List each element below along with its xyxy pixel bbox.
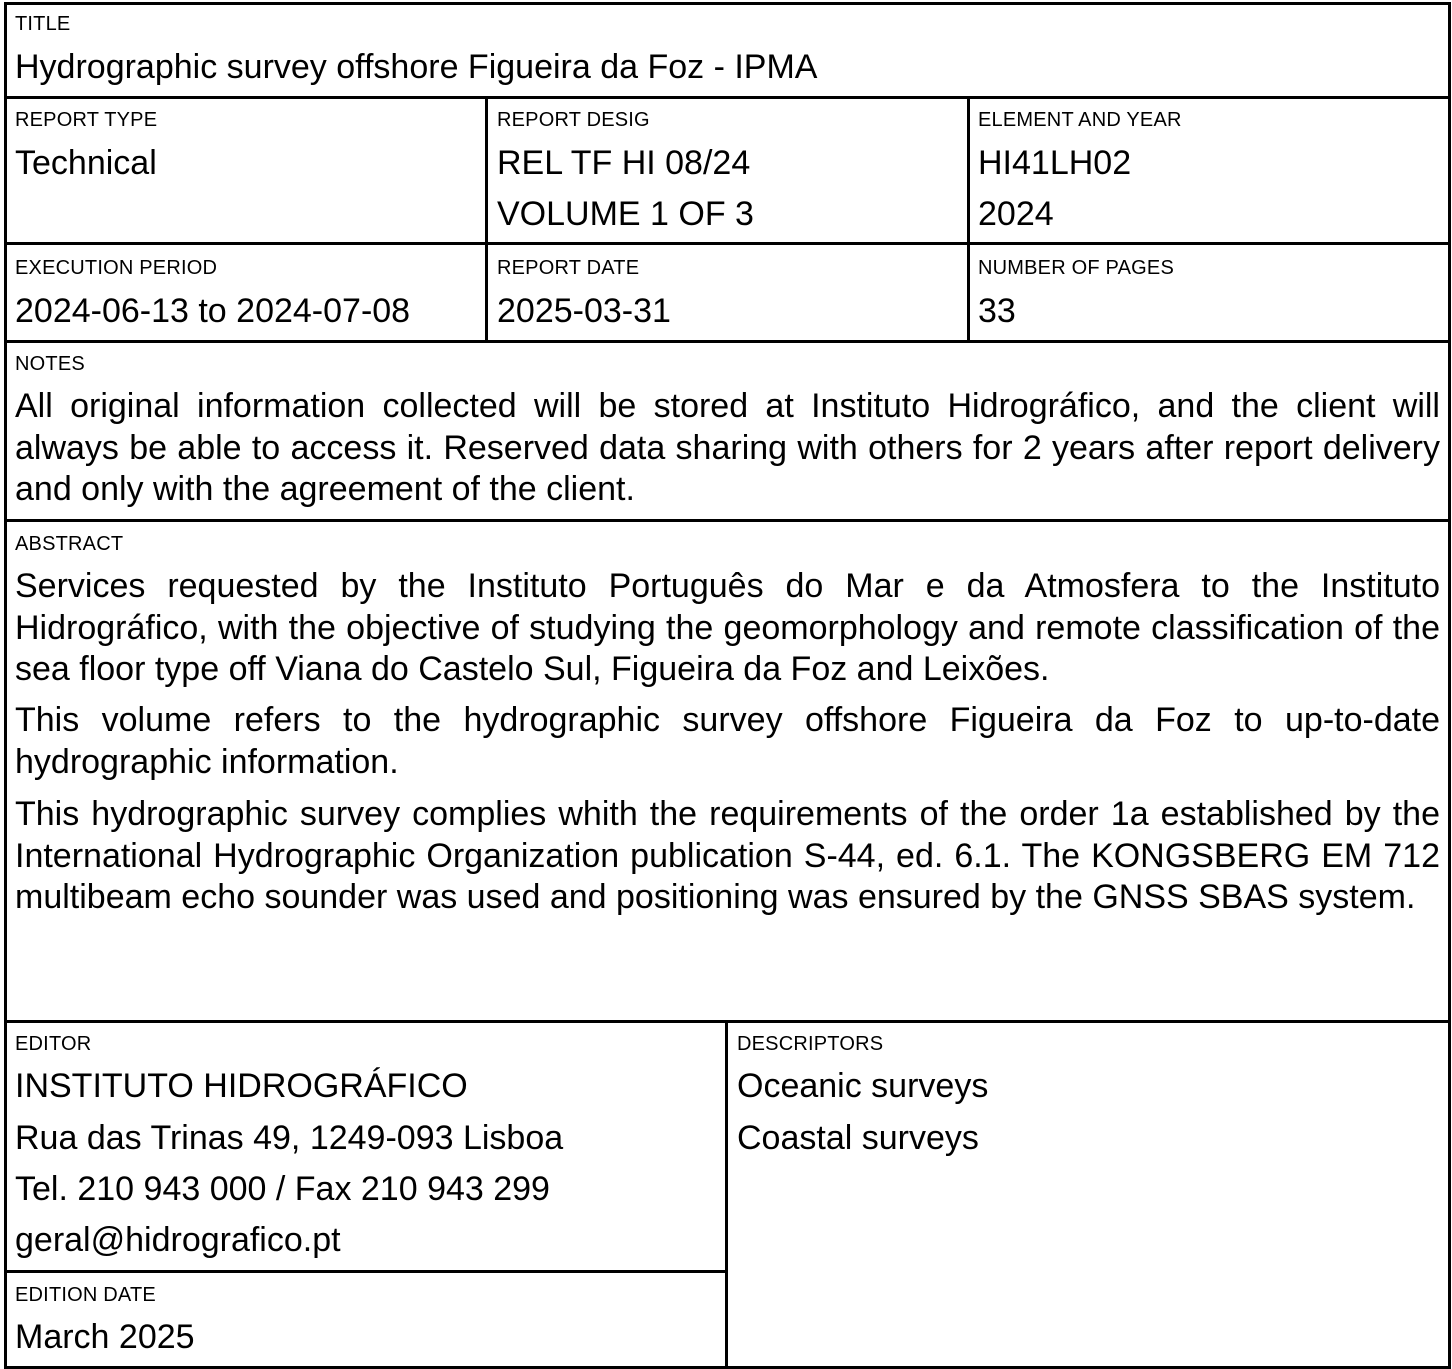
notes-label: NOTES <box>15 353 85 375</box>
report-date-value: 2025-03-31 <box>497 292 671 330</box>
border-right <box>1448 2 1451 1369</box>
abstract-label: ABSTRACT <box>15 533 124 555</box>
divider-row1 <box>4 242 1451 245</box>
element-year-line1: HI41LH02 <box>978 144 1132 182</box>
edition-date-label: EDITION DATE <box>15 1284 156 1306</box>
editor-label: EDITOR <box>15 1033 92 1055</box>
descriptor-item: Coastal surveys <box>737 1119 979 1157</box>
number-of-pages-value: 33 <box>978 292 1016 330</box>
report-type-value: Technical <box>15 144 157 182</box>
report-type-label: REPORT TYPE <box>15 109 158 131</box>
notes-text: All original information collected will be stored at Instituto Hidrográfico, and the client will always be able to access it. Reserved data sharing with others for 2 years after report delivery and only with the agreement of the client. <box>15 387 1440 508</box>
editor-address: Rua das Trinas 49, 1249-093 Lisboa <box>15 1119 564 1157</box>
editor-phone-fax: Tel. 210 943 000 / Fax 210 943 299 <box>15 1170 550 1208</box>
divider-bottom-col <box>725 1020 728 1369</box>
divider-editor <box>4 1270 728 1273</box>
descriptors-label: DESCRIPTORS <box>737 1033 884 1055</box>
element-year-label: ELEMENT AND YEAR <box>978 109 1182 131</box>
abstract-paragraph-3: This hydrographic survey complies whith the requirements of the order 1a established by the International Hydrographic Organization publication S-44, ed. 6.1. The KONGSBERG EM 712 multibeam echo sounder was used and positioning was ensured by the GNSS SBAS system. <box>15 795 1440 916</box>
divider-row2 <box>4 340 1451 343</box>
title-value: Hydrographic survey offshore Figueira da Foz - IPMA <box>15 48 818 86</box>
divider-col2 <box>967 96 970 342</box>
editor-name: INSTITUTO HIDROGRÁFICO <box>15 1067 468 1105</box>
divider-title <box>4 96 1451 99</box>
border-top <box>4 2 1451 5</box>
execution-period-label: EXECUTION PERIOD <box>15 257 218 279</box>
abstract-paragraph-2: This volume refers to the hydrographic survey offshore Figueira da Foz to up-to-date hydrographic information. <box>15 701 1440 781</box>
element-year-line2: 2024 <box>978 195 1054 233</box>
number-of-pages-label: NUMBER OF PAGES <box>978 257 1174 279</box>
report-desig-label: REPORT DESIG <box>497 109 650 131</box>
edition-date-value: March 2025 <box>15 1318 195 1356</box>
report-desig-line2: VOLUME 1 OF 3 <box>497 195 754 233</box>
divider-notes <box>4 519 1451 522</box>
descriptor-item: Oceanic surveys <box>737 1067 989 1105</box>
editor-email: geral@hidrografico.pt <box>15 1221 341 1259</box>
border-left <box>4 2 7 1369</box>
report-desig-line1: REL TF HI 08/24 <box>497 144 751 182</box>
divider-col1 <box>485 96 488 342</box>
report-date-label: REPORT DATE <box>497 257 640 279</box>
execution-period-value: 2024-06-13 to 2024-07-08 <box>15 292 411 330</box>
abstract-paragraph-1: Services requested by the Instituto Português do Mar e da Atmosfera to the Instituto Hidrográfico, with the objective of studying the geomorphology and remote classification of the sea floor type off Viana do Castelo Sul, Figueira da Foz and Leixões. <box>15 567 1440 688</box>
title-label: TITLE <box>15 13 71 35</box>
